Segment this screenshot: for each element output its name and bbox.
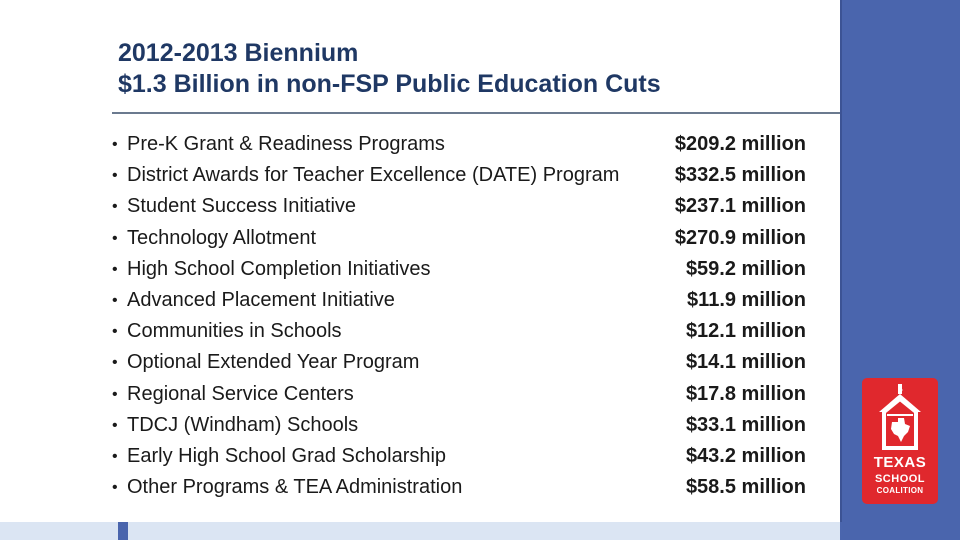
list-item (112, 254, 812, 285)
title-line-1: 2012-2013 Biennium (118, 39, 359, 67)
item-label: Technology Allotment (127, 226, 317, 249)
slide-title (118, 38, 661, 100)
title-line-2: $1.3 Billion in non-FSP Public Education Cuts (118, 70, 661, 98)
item-label: District Awards for Teacher Excellence (DATE) Program (127, 164, 620, 187)
bullet-icon: • (112, 291, 118, 309)
item-amount: $270.9 million (674, 226, 806, 249)
list-item (112, 472, 812, 503)
item-amount: $33.1 million (685, 413, 806, 436)
list-item (112, 379, 812, 410)
schoolhouse-texas-icon (877, 382, 923, 450)
item-amount: $12.1 million (685, 320, 806, 343)
item-label: TDCJ (Windham) Schools (127, 413, 359, 436)
bullet-icon: • (112, 354, 118, 372)
bullet-icon: • (112, 385, 118, 403)
title-underline (112, 112, 842, 114)
bottom-light-strip-main (128, 522, 840, 540)
texas-school-coalition-logo (862, 378, 938, 504)
item-amount: $58.5 million (685, 476, 806, 499)
item-label: High School Completion Initiatives (127, 257, 431, 280)
bullet-icon: • (112, 323, 118, 341)
item-amount: $11.9 million (687, 288, 806, 311)
item-amount: $43.2 million (685, 444, 806, 467)
item-amount: $14.1 million (685, 351, 806, 374)
logo-text-school: SCHOOL (874, 473, 926, 485)
cuts-list (112, 129, 812, 503)
item-label: Early High School Grad Scholarship (127, 444, 447, 467)
bullet-icon: • (112, 229, 118, 247)
list-item (112, 191, 812, 222)
list-item (112, 347, 812, 378)
list-item (112, 316, 812, 347)
bullet-icon: • (112, 260, 118, 278)
list-item (112, 160, 812, 191)
item-label: Student Success Initiative (127, 195, 357, 218)
bottom-light-strip-left (0, 522, 118, 540)
item-label: Regional Service Centers (127, 382, 354, 405)
item-amount: $59.2 million (685, 257, 806, 280)
bullet-icon: • (112, 198, 118, 216)
list-item (112, 285, 812, 316)
item-label: Optional Extended Year Program (127, 351, 420, 374)
list-item (112, 410, 812, 441)
list-item (112, 223, 812, 254)
item-amount: $17.8 million (685, 382, 806, 405)
list-item (112, 129, 812, 160)
bullet-icon: • (112, 447, 118, 465)
list-item (112, 441, 812, 472)
item-amount: $237.1 million (674, 195, 806, 218)
bullet-icon: • (112, 136, 118, 153)
logo-text-coalition: COALITION (876, 486, 924, 495)
bullet-icon: • (112, 167, 118, 185)
bullet-icon: • (112, 479, 118, 497)
logo-text-texas: TEXAS (873, 454, 927, 471)
item-label: Advanced Placement Initiative (127, 288, 395, 311)
item-label: Pre-K Grant & Readiness Programs (127, 133, 445, 155)
item-amount: $209.2 million (674, 133, 806, 155)
item-label: Communities in Schools (127, 320, 342, 343)
bullet-icon: • (112, 416, 118, 434)
item-amount: $332.5 million (674, 164, 806, 187)
item-label: Other Programs & TEA Administration (127, 476, 463, 499)
